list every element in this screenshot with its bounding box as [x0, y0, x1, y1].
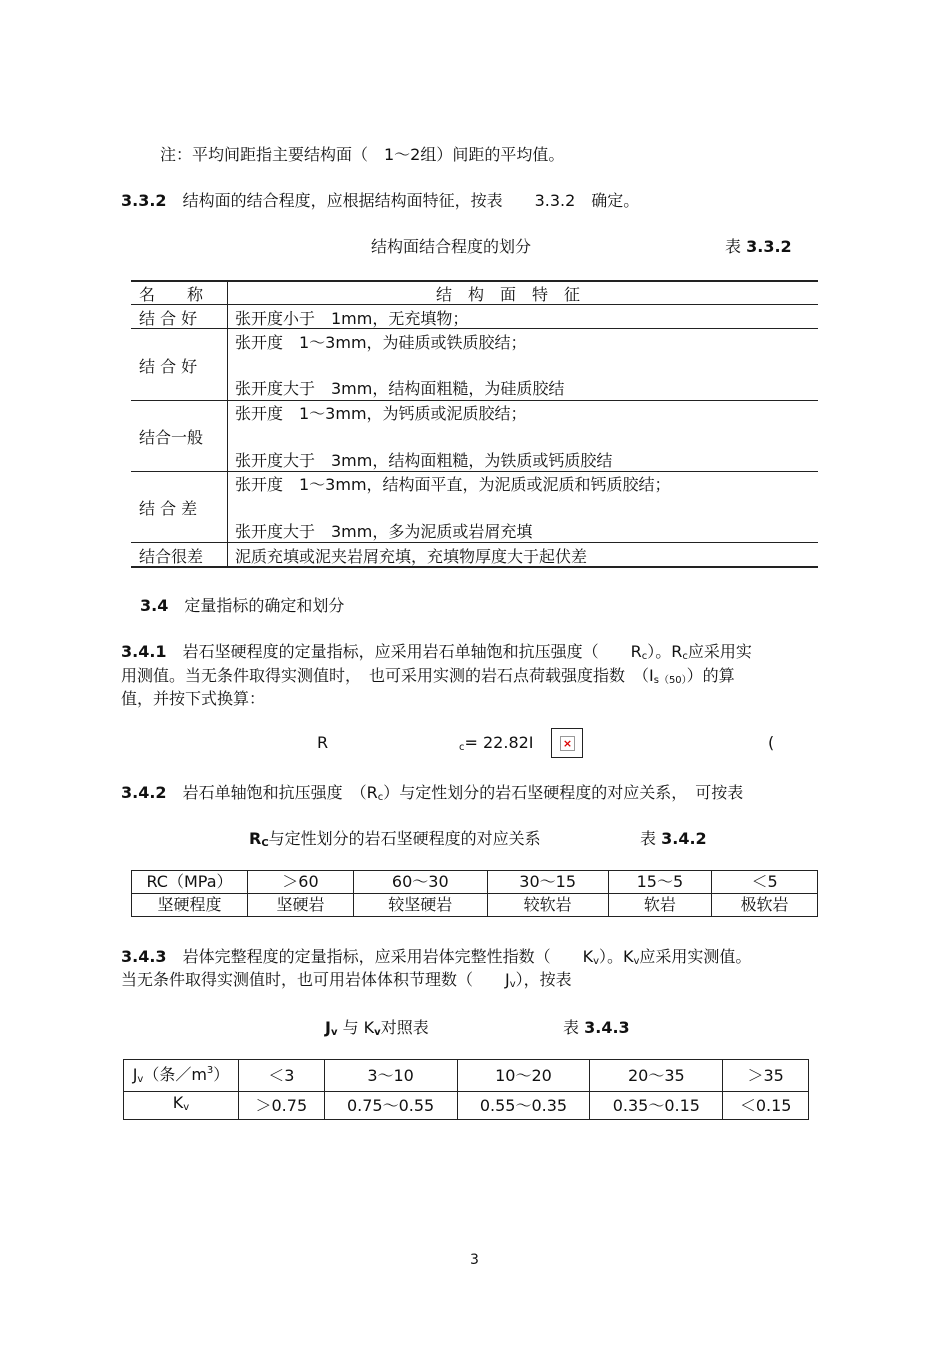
section-number: 3.3.2 — [121, 191, 167, 210]
subscript: v — [593, 956, 599, 967]
subscript: c — [377, 792, 384, 803]
text: ）。K — [599, 947, 634, 966]
superscript: 3 — [206, 1065, 214, 1076]
note-line: 注：平均间距指主要结构面（ 1～2组）间距的平均值。 — [160, 145, 565, 164]
text: 对照表 — [380, 1018, 429, 1037]
row-name: 结 合 差 — [139, 499, 198, 518]
row-name: 结 合 好 — [139, 309, 198, 328]
section-3-4-3-line2 — [121, 967, 572, 990]
text: 岩体完整程度的定量指标，应采用岩体完整性指数（ K — [182, 947, 594, 966]
text: J — [132, 1065, 138, 1084]
row-feature: 泥质充填或泥夹岩屑充填，充填物厚度大于起伏差 — [235, 547, 588, 566]
table-label-prefix: 表 — [640, 829, 657, 848]
section-number: 3.4.2 — [121, 783, 167, 802]
table-cell: 坚硬程度 — [132, 894, 248, 917]
subscript: v — [330, 1027, 338, 1038]
text: 岩石坚硬程度的定量指标，应采用岩石单轴饱和抗压强度（ R — [182, 642, 642, 661]
table-cell: 10～20 — [457, 1060, 590, 1092]
table-3-4-3-title — [325, 1015, 429, 1038]
row-feature: 张开度 1～3mm，结构面平直，为泥质或泥质和钙质胶结； — [235, 475, 671, 494]
table-cell: ＜3 — [239, 1060, 325, 1092]
table-3-4-2 — [131, 870, 818, 917]
text: ）与定性划分的岩石坚硬程度的对应关系， 可按表 — [383, 783, 744, 802]
table-row — [132, 894, 818, 917]
row-feature: 张开度 1～3mm，为硅质或铁质胶结； — [235, 333, 527, 352]
table-cell: ＜0.15 — [723, 1092, 809, 1120]
section-3-4 — [140, 593, 344, 616]
table-cell: 30～15 — [487, 871, 608, 894]
subscript: C — [261, 838, 269, 849]
text: 与定性划分的岩石坚硬程度的对应关系 — [268, 829, 541, 848]
table-3-3-2-label — [725, 234, 792, 257]
row-name: 结合一般 — [139, 428, 204, 447]
table-label-number: 3.4.3 — [584, 1018, 630, 1037]
subscript: c — [682, 651, 688, 662]
table-row — [124, 1092, 809, 1120]
table-cell: 极软岩 — [712, 894, 818, 917]
formula-lhs: R — [317, 733, 329, 752]
table-3-3-2-title: 结构面结合程度的划分 — [371, 237, 532, 256]
page-number: 3 — [470, 1252, 479, 1268]
table-cell: 3～10 — [324, 1060, 457, 1092]
section-3-4-2 — [121, 780, 743, 803]
table-cell: ＞35 — [723, 1060, 809, 1092]
table-label-number: 3.3.2 — [746, 237, 792, 256]
text: 与 K — [342, 1018, 375, 1037]
table-cell — [124, 1092, 239, 1120]
subscript: v — [183, 1102, 190, 1113]
table-row — [124, 1060, 809, 1092]
subscript: v — [137, 1074, 144, 1085]
text: 应采用实测值。 — [639, 947, 752, 966]
table-cell: ＞60 — [248, 871, 354, 894]
row-feature: 张开度大于 3mm，多为泥质或岩屑充填 — [235, 522, 533, 541]
table-3-4-3 — [123, 1059, 809, 1120]
subscript: c — [641, 651, 648, 662]
table-cell: ＞0.75 — [239, 1092, 325, 1120]
table-3-4-2-title — [249, 826, 541, 849]
table-cell: 60～30 — [353, 871, 487, 894]
table-cell: 0.75～0.55 — [324, 1092, 457, 1120]
text: ） — [213, 1065, 230, 1084]
formula-rhs — [459, 733, 534, 753]
section-number: 3.4.3 — [121, 947, 167, 966]
table-3-4-3-label — [563, 1015, 630, 1038]
section-text: 结构面的结合程度，应根据结构面特征，按表 3.3.2 确定。 — [182, 191, 640, 210]
row-feature: 张开度大于 3mm，结构面粗糙，为铁质或钙质胶结 — [235, 451, 613, 470]
text: ）的算 — [686, 666, 735, 685]
table-cell: 0.55～0.35 — [457, 1092, 590, 1120]
table-cell: 坚硬岩 — [248, 894, 354, 917]
section-text: 定量指标的确定和划分 — [184, 596, 345, 615]
text: 岩石单轴饱和抗压强度 （R — [182, 783, 378, 802]
section-number: 3.4.1 — [121, 642, 167, 661]
table-label-prefix: 表 — [563, 1018, 580, 1037]
table-cell: 软岩 — [608, 894, 711, 917]
section-number: 3.4 — [140, 596, 169, 615]
text: （条／m — [143, 1065, 207, 1084]
section-3-4-1-line1 — [121, 639, 752, 662]
section-3-4-1-line3: 值，并按下式换算： — [121, 689, 266, 708]
text: 应采用实 — [687, 642, 752, 661]
text: ）。R — [647, 642, 683, 661]
header-features: 结 构 面 特 征 — [436, 285, 581, 304]
subscript: s（50） — [653, 675, 687, 686]
row-name: 结 合 好 — [139, 357, 198, 376]
section-3-3-2 — [121, 188, 639, 211]
subscript: v — [633, 956, 640, 967]
section-3-4-3-line1 — [121, 944, 751, 967]
table-cell: 较软岩 — [487, 894, 608, 917]
text: J — [325, 1018, 331, 1037]
broken-image-icon: × — [551, 728, 583, 758]
text: 当无条件取得实测值时，也可用岩体体积节理数（ J — [121, 970, 510, 989]
header-name: 名 称 — [139, 285, 204, 304]
text: K — [172, 1093, 184, 1112]
row-feature: 张开度 1～3mm，为钙质或泥质胶结； — [235, 404, 527, 423]
text: = 22.82I — [464, 733, 534, 752]
table-3-4-2-label — [640, 826, 707, 849]
text: ），按表 — [515, 970, 572, 989]
subscript: v — [509, 979, 516, 990]
table-cell — [124, 1060, 239, 1092]
table-row — [132, 871, 818, 894]
section-3-4-1-line2 — [121, 663, 735, 686]
table-cell: 15～5 — [608, 871, 711, 894]
formula-paren: ( — [768, 733, 775, 752]
table-label-prefix: 表 — [725, 237, 742, 256]
table-label-number: 3.4.2 — [661, 829, 707, 848]
table-cell: RC（MPa） — [132, 871, 248, 894]
table-cell: 0.35～0.15 — [590, 1092, 723, 1120]
table-cell: ＜5 — [712, 871, 818, 894]
subscript: c — [459, 742, 465, 753]
table-cell: 较坚硬岩 — [353, 894, 487, 917]
text: 用测值。当无条件取得实测值时， 也可采用实测的岩石点荷载强度指数 （I — [121, 666, 654, 685]
row-feature: 张开度小于 1mm，无充填物； — [235, 309, 469, 328]
table-3-3-2 — [131, 280, 818, 568]
row-feature: 张开度大于 3mm，结构面粗糙，为硅质胶结 — [235, 379, 565, 398]
text: R — [249, 829, 262, 848]
row-name: 结合很差 — [139, 547, 204, 566]
subscript: v — [374, 1027, 381, 1038]
table-cell: 20～35 — [590, 1060, 723, 1092]
